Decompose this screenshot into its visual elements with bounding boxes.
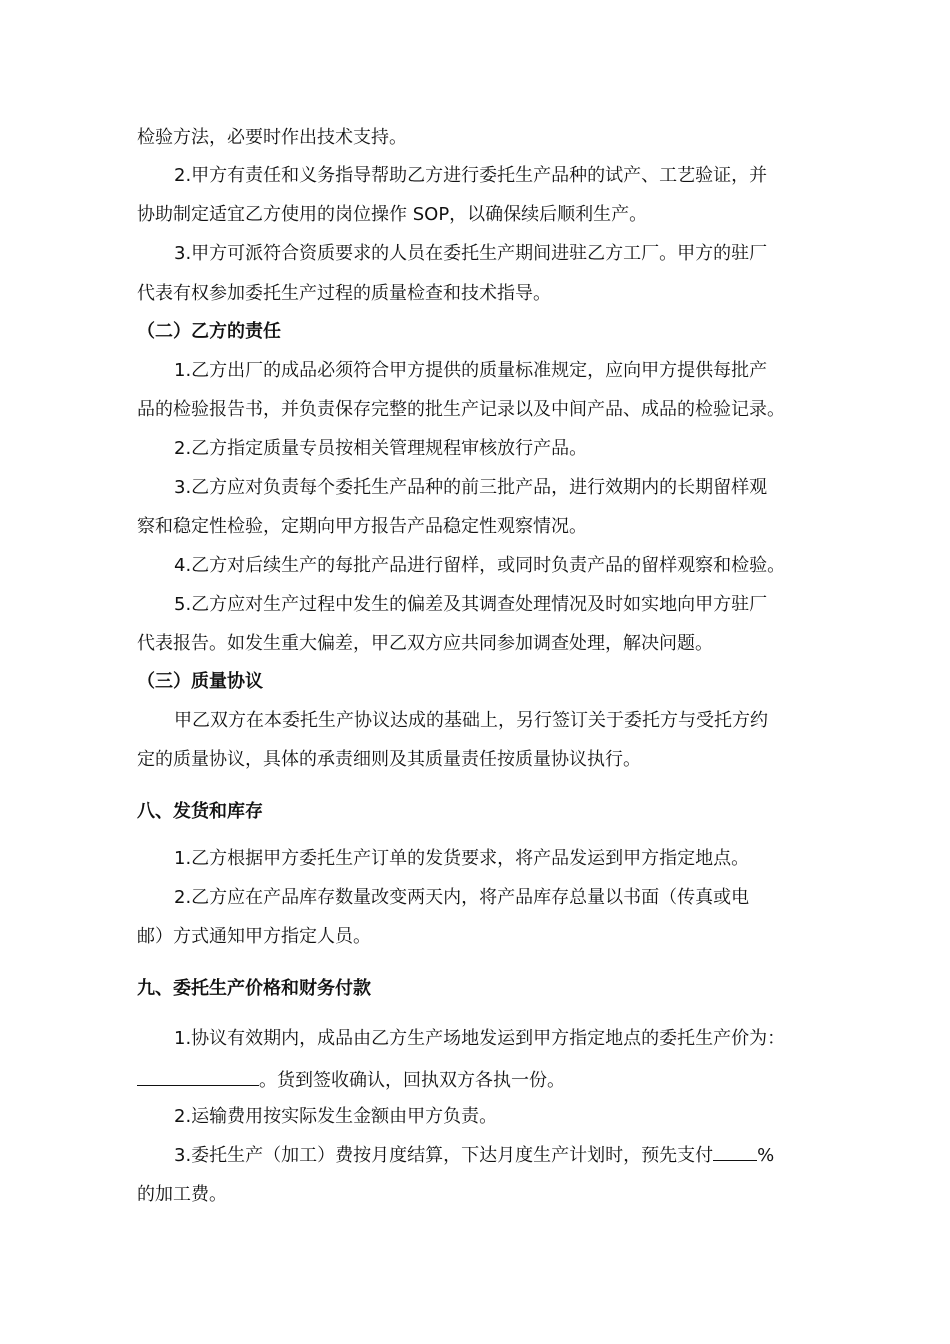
paragraph-line: 2.运输费用按实际发生金额由甲方负责。 (174, 1106, 498, 1127)
paragraph-line: 3.乙方应对负责每个委托生产品种的前三批产品，进行效期内的长期留样观 (174, 477, 768, 498)
paragraph-line: 4.乙方对后续生产的每批产品进行留样，或同时负责产品的留样观察和检验。 (174, 555, 786, 576)
paragraph-line: 代表有权参加委托生产过程的质量检查和技术指导。 (137, 283, 551, 304)
subsection-heading: （三）质量协议 (137, 671, 263, 692)
paragraph-line: 5.乙方应对生产过程中发生的偏差及其调查处理情况及时如实地向甲方驻厂 (174, 594, 768, 615)
paragraph-line (137, 1067, 950, 1094)
section-heading: 八、发货和库存 (137, 801, 263, 822)
paragraph-line: 品的检验报告书，并负责保存完整的批生产记录以及中间产品、成品的检验记录。 (137, 399, 785, 420)
paragraph-line: 甲乙双方在本委托生产协议达成的基础上，另行签订关于委托方与受托方约 (174, 710, 768, 731)
paragraph-line: 3.甲方可派符合资质要求的人员在委托生产期间进驻乙方工厂。甲方的驻厂 (174, 243, 768, 264)
section-heading: 九、委托生产价格和财务付款 (137, 978, 371, 999)
subsection-heading: （二）乙方的责任 (137, 321, 281, 342)
paragraph-line: 察和稳定性检验，定期向甲方报告产品稳定性观察情况。 (137, 516, 587, 537)
percent-sign: % (757, 1145, 775, 1166)
paragraph-line: 代表报告。如发生重大偏差，甲乙双方应共同参加调查处理，解决问题。 (137, 633, 713, 654)
paragraph-line: 1.乙方出厂的成品必须符合甲方提供的质量标准规定，应向甲方提供每批产 (174, 360, 768, 381)
paragraph-line: 定的质量协议，具体的承责细则及其质量责任按质量协议执行。 (137, 749, 641, 770)
paragraph-line: 2.乙方指定质量专员按相关管理规程审核放行产品。 (174, 438, 588, 459)
paragraph-text: 。货到签收确认，回执双方各执一份。 (259, 1070, 565, 1091)
paragraph-line (174, 1142, 950, 1169)
paragraph-line: 1.乙方根据甲方委托生产订单的发货要求，将产品发运到甲方指定地点。 (174, 848, 750, 869)
paragraph-line: 1.协议有效期内，成品由乙方生产场地发运到甲方指定地点的委托生产价为： (174, 1028, 786, 1049)
paragraph-line: 邮）方式通知甲方指定人员。 (137, 926, 371, 947)
paragraph-line: 协助制定适宜乙方使用的岗位操作 SOP，以确保续后顺利生产。 (137, 204, 648, 225)
paragraph-line: 的加工费。 (137, 1184, 227, 1205)
paragraph-line: 2.甲方有责任和义务指导帮助乙方进行委托生产品种的试产、工艺验证，并 (174, 165, 768, 186)
percent-blank-field (713, 1142, 757, 1161)
paragraph-text: 3.委托生产（加工）费按月度结算，下达月度生产计划时，预先支付 (174, 1145, 714, 1166)
price-blank-field (137, 1067, 259, 1086)
paragraph-line: 2.乙方应在产品库存数量改变两天内，将产品库存总量以书面（传真或电 (174, 887, 750, 908)
paragraph-line: 检验方法，必要时作出技术支持。 (137, 127, 407, 148)
